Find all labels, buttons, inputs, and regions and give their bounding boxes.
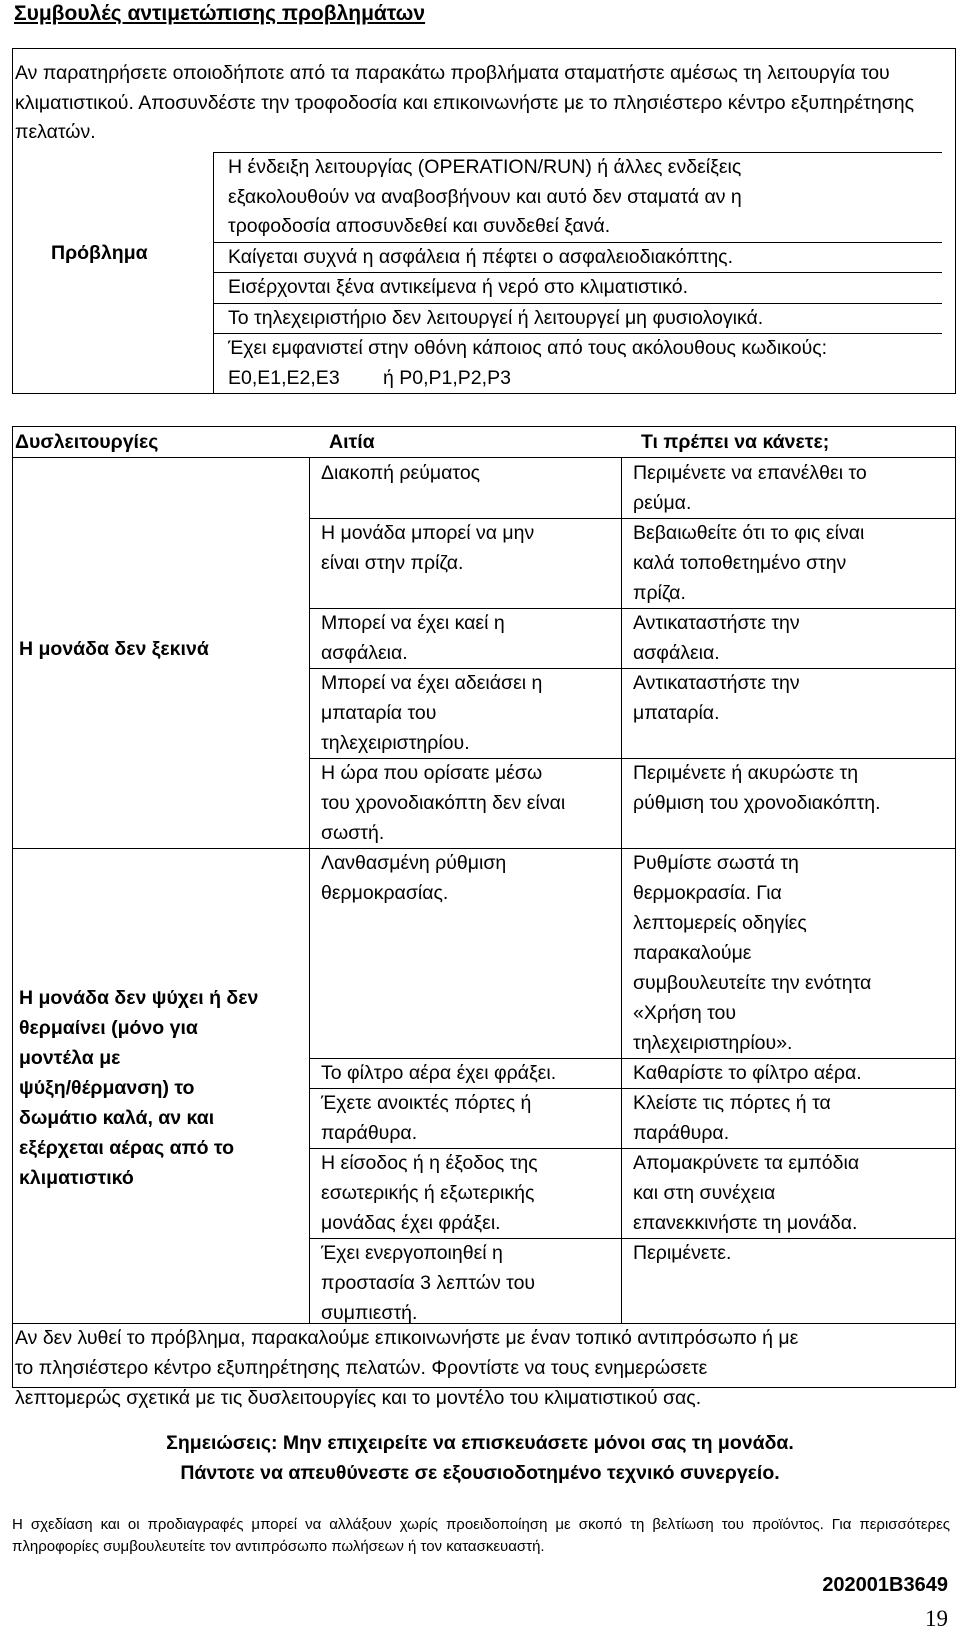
header-cause: Αιτία — [329, 431, 375, 453]
action-line: μπαταρία. — [633, 702, 720, 724]
header-action: Τι πρέπει να κάνετε; — [641, 431, 830, 453]
action-line: Περιμένετε να επανέλθει το — [633, 462, 867, 484]
action-cell — [633, 1088, 925, 1148]
action-cell — [633, 518, 925, 608]
cause-line: σωστή. — [321, 822, 385, 844]
cause-line: θερμοκρασίας. — [321, 882, 449, 904]
problem-list — [213, 152, 942, 393]
action-line: «Χρήση του — [633, 1002, 737, 1024]
cause-line: Το φίλτρο αέρα έχει φράξει. — [321, 1062, 557, 1084]
tail-line: το πλησιέστερο κέντρο εξυπηρέτησης πελατών. Φροντίστε να τους ενημερώσετε — [15, 1357, 708, 1379]
symptom-line: ψύξη/θέρμανση) το — [19, 1077, 195, 1099]
note-line: Σημειώσεις: Μην επιχειρείτε να επισκευάσετε μόνοι σας τη μονάδα. — [166, 1432, 794, 1454]
symptom-line: δωμάτιο καλά, αν και — [19, 1107, 215, 1129]
action-line: Ρυθμίστε σωστά τη — [633, 852, 799, 874]
tail-line: Αν δεν λυθεί το πρόβλημα, παρακαλούμε επικοινωνήστε με έναν τοπικό αντιπρόσωπο ή με — [15, 1327, 799, 1349]
problem-item — [214, 153, 942, 243]
action-line: Περιμένετε. — [633, 1242, 732, 1264]
action-line: παράθυρα. — [633, 1122, 730, 1144]
symptom-line: θερμαίνει (μόνο για — [19, 1017, 198, 1039]
problem-line: Καίγεται συχνά η ασφάλεια ή πέφτει ο ασφαλειοδιακόπτης. — [228, 245, 733, 268]
intro-text: Αν παρατηρήσετε οποιοδήποτε από τα παρακάτω προβλήματα σταματήστε αμέσως τη λειτουργία του κλιματιστικού. Αποσυνδέστε την τροφοδοσία και επικοινωνήστε με το πλησιέστερο κέντρο εξυπηρέτησης πελατών. — [15, 62, 915, 143]
cause-line: παράθυρα. — [321, 1122, 418, 1144]
cause-line: συμπιεστή. — [321, 1302, 418, 1324]
action-cell — [633, 1148, 925, 1238]
symptom-line: κλιματιστικό — [19, 1167, 134, 1189]
symptom-cell — [19, 634, 209, 664]
problem-item — [214, 304, 942, 335]
action-cell — [633, 608, 925, 668]
action-line: καλά τοποθετημένο στην — [633, 552, 847, 574]
cause-cell — [321, 458, 611, 488]
action-line: Απομακρύνετε τα εμπόδια — [633, 1152, 860, 1174]
symptom-cell — [19, 983, 258, 1193]
symptom-line: μοντέλα με — [19, 1047, 121, 1069]
note-line: Πάντοτε να απευθύνεστε σε εξουσιοδοτημένο τεχνικό συνεργείο. — [180, 1462, 780, 1484]
problem-line: Το τηλεχειριστήριο δεν λειτουργεί ή λειτουργεί μη φυσιολογικά. — [228, 306, 764, 329]
action-line: επανεκκινήστε τη μονάδα. — [633, 1212, 858, 1234]
action-line: θερμοκρασία. Για — [633, 882, 782, 904]
action-cell — [633, 668, 925, 728]
cause-line: τηλεχειριστηρίου. — [321, 732, 470, 754]
cause-cell — [321, 668, 611, 758]
cause-cell — [321, 518, 611, 578]
cause-line: Η είσοδος ή η έξοδος της — [321, 1152, 538, 1174]
action-line: συμβουλευτείτε την ενότητα — [633, 972, 872, 994]
col-divider-2 — [621, 457, 622, 1323]
action-line: Κλείστε τις πόρτες ή τα — [633, 1092, 831, 1114]
cause-cell — [321, 1058, 611, 1088]
tail-text — [13, 1323, 955, 1413]
page-title: Συμβουλές αντιμετώπισης προβλημάτων — [14, 2, 426, 25]
action-cell — [633, 1238, 925, 1268]
cause-cell — [321, 758, 611, 848]
action-cell — [633, 458, 925, 518]
troubleshooting-table — [12, 426, 956, 1409]
problem-line: Η ένδειξη λειτουργίας (OPERATION/RUN) ή άλλες ενδείξεις — [228, 156, 742, 178]
action-line: Αντικαταστήστε την — [633, 672, 800, 694]
action-line: Βεβαιωθείτε ότι το φις είναι — [633, 522, 865, 544]
cause-line: Έχετε ανοικτές πόρτες ή — [321, 1092, 532, 1114]
problem-line: E0,E1,E2,E3 ή P0,P1,P2,P3 — [228, 366, 511, 389]
cause-line: μπαταρία του — [321, 702, 437, 724]
cause-line: Η μονάδα μπορεί να μην — [321, 522, 535, 544]
action-line: ρεύμα. — [633, 492, 692, 514]
action-line: Αντικαταστήστε την — [633, 612, 800, 634]
problem-line: τροφοδοσία αποσυνδεθεί και συνδεθεί ξανά. — [228, 215, 611, 237]
cause-line: Μπορεί να έχει αδειάσει η — [321, 672, 543, 694]
problem-line: Έχει εμφανιστεί στην οθόνη κάποιος από τους ακόλουθους κωδικούς: — [228, 337, 828, 359]
action-line: Καθαρίστε το φίλτρο αέρα. — [633, 1062, 862, 1084]
problem-item — [214, 243, 942, 274]
cause-line: Λανθασμένη ρύθμιση — [321, 852, 507, 874]
page-number: 19 — [925, 1606, 948, 1631]
symptom-line: Η μονάδα δεν ξεκινά — [19, 638, 209, 660]
tail-line: λεπτομερώς σχετικά με τις δυσλειτουργίες και το μοντέλο του κλιματιστικού σας. — [15, 1387, 702, 1409]
col-divider-1 — [309, 457, 310, 1323]
cause-line: Διακοπή ρεύματος — [321, 462, 481, 484]
cause-cell — [321, 1088, 611, 1148]
document-code: 202001B3649 — [822, 1574, 948, 1596]
cause-line: εσωτερικής ή εξωτερικής — [321, 1182, 535, 1204]
footnote: Η σχεδίαση και οι προδιαγραφές μπορεί να αλλάξουν χωρίς προειδοποίηση με σκοπό τη βελτίωση του προϊόντος. Για περισσότερες πληροφορίες συμβουλευτείτε τον αντιπρόσωπο πωλήσεων ή τον κατασκευαστή. — [12, 1516, 950, 1555]
cause-line: είναι στην πρίζα. — [321, 552, 464, 574]
action-line: παρακαλούμε — [633, 942, 752, 964]
problem-box — [12, 48, 956, 394]
action-line: Περιμένετε ή ακυρώστε τη — [633, 762, 859, 784]
action-line: λεπτομερείς οδηγίες — [633, 912, 807, 934]
cause-cell — [321, 608, 611, 668]
symptom-line: Η μονάδα δεν ψύχει ή δεν — [19, 987, 259, 1009]
action-line: ρύθμιση του χρονοδιακόπτη. — [633, 792, 881, 814]
action-cell — [633, 848, 925, 1058]
cause-cell — [321, 1238, 611, 1328]
cause-cell — [321, 1148, 611, 1238]
problem-item — [214, 273, 942, 304]
action-line: πρίζα. — [633, 582, 686, 604]
action-line: τηλεχειριστηρίου». — [633, 1032, 793, 1054]
cause-cell — [321, 848, 611, 908]
action-cell — [633, 1058, 925, 1088]
cause-line: ασφάλεια. — [321, 642, 408, 664]
cause-line: Έχει ενεργοποιηθεί η — [321, 1242, 503, 1264]
action-line: ασφάλεια. — [633, 642, 720, 664]
problem-line: εξακολουθούν να αναβοσβήνουν και αυτό δεν σταματά αν η — [228, 185, 742, 208]
problem-line: Εισέρχονται ξένα αντικείμενα ή νερό στο κλιματιστικό. — [228, 276, 688, 298]
header-symptom: Δυσλειτουργίες — [15, 431, 159, 453]
problem-label: Πρόβλημα — [51, 242, 148, 264]
cause-line: προστασία 3 λεπτών του — [321, 1272, 536, 1294]
problem-item — [214, 334, 942, 393]
cause-line: Μπορεί να έχει καεί η — [321, 612, 505, 634]
cause-line: μονάδας έχει φράξει. — [321, 1212, 501, 1234]
symptom-line: εξέρχεται αέρας από το — [19, 1137, 234, 1159]
cause-line: Η ώρα που ορίσατε μέσω — [321, 762, 543, 784]
action-line: και στη συνέχεια — [633, 1182, 776, 1204]
cause-line: του χρονοδιακόπτη δεν είναι — [321, 792, 566, 814]
notes — [0, 1428, 960, 1488]
action-cell — [633, 758, 925, 818]
